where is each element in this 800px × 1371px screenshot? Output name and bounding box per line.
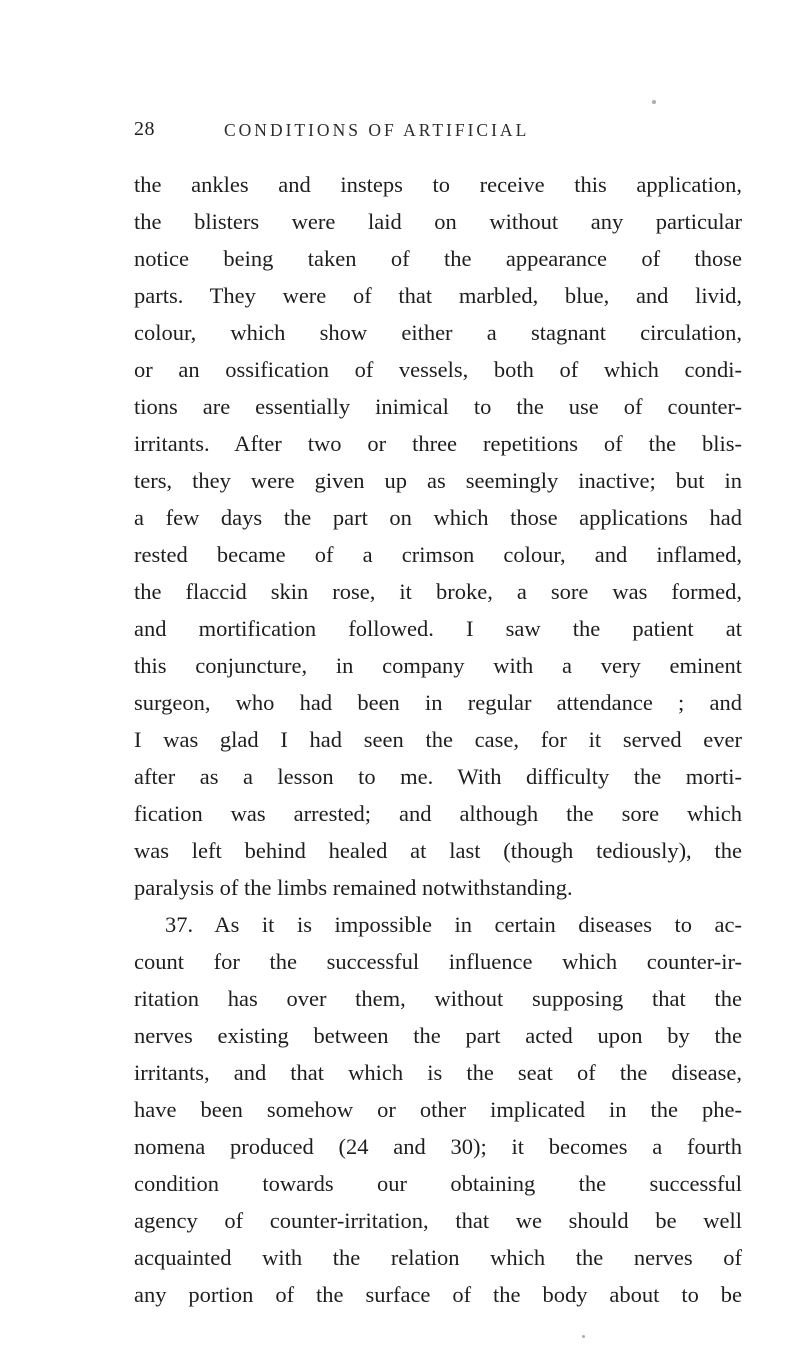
text-line: or an ossification of vessels, both of which condi- — [134, 357, 742, 382]
text-line: have been somehow or other implicated in the phe- — [134, 1097, 742, 1122]
print-speck — [652, 100, 656, 104]
text-line: the flaccid skin rose, it broke, a sore was formed, — [134, 579, 742, 604]
text-line: ters, they were given up as seemingly inactive; but in — [134, 468, 742, 493]
print-speck — [582, 1335, 585, 1338]
text-line: nomena produced (24 and 30); it becomes a fourth — [134, 1134, 742, 1159]
text-line: nerves existing between the part acted upon by the — [134, 1023, 742, 1048]
text-line: condition towards our obtaining the successful — [134, 1171, 742, 1196]
text-line: notice being taken of the appearance of those — [134, 246, 742, 271]
text-line: agency of counter-irritation, that we should be well — [134, 1208, 742, 1233]
text-line: surgeon, who had been in regular attendance ; and — [134, 690, 742, 715]
text-line: any portion of the surface of the body about to be — [134, 1282, 742, 1307]
text-line: rested became of a crimson colour, and inflamed, — [134, 542, 742, 567]
text-line: I was glad I had seen the case, for it served ever — [134, 727, 742, 752]
text-line: parts. They were of that marbled, blue, and livid, — [134, 283, 742, 308]
text-line: fication was arrested; and although the sore which — [134, 801, 742, 826]
text-line: acquainted with the relation which the nerves of — [134, 1245, 742, 1270]
running-head: CONDITIONS OF ARTIFICIAL — [224, 120, 530, 140]
text-line: tions are essentially inimical to the use of counter- — [134, 394, 742, 419]
text-line: the blisters were laid on without any particular — [134, 209, 742, 234]
text-line: paralysis of the limbs remained notwithstanding. — [134, 875, 573, 900]
text-line: colour, which show either a stagnant circulation, — [134, 320, 742, 345]
page-header — [134, 118, 734, 148]
text-line: was left behind healed at last (though tediously), the — [134, 838, 742, 863]
text-line: after as a lesson to me. With difficulty the morti- — [134, 764, 742, 789]
text-line: this conjuncture, in company with a very eminent — [134, 653, 742, 678]
text-line: the ankles and insteps to receive this application, — [134, 172, 742, 197]
text-line: count for the successful influence which counter-ir- — [134, 949, 742, 974]
text-line: and mortification followed. I saw the patient at — [134, 616, 742, 641]
text-line: a few days the part on which those applications had — [134, 505, 742, 530]
page-number: 28 — [134, 118, 155, 140]
text-line: ritation has over them, without supposing that the — [134, 986, 742, 1011]
paragraph-start-line: 37. As it is impossible in certain diseases to ac- — [165, 912, 742, 937]
body-text — [134, 166, 742, 1316]
text-line: irritants, and that which is the seat of the disease, — [134, 1060, 742, 1085]
text-line: irritants. After two or three repetitions of the blis- — [134, 431, 742, 456]
